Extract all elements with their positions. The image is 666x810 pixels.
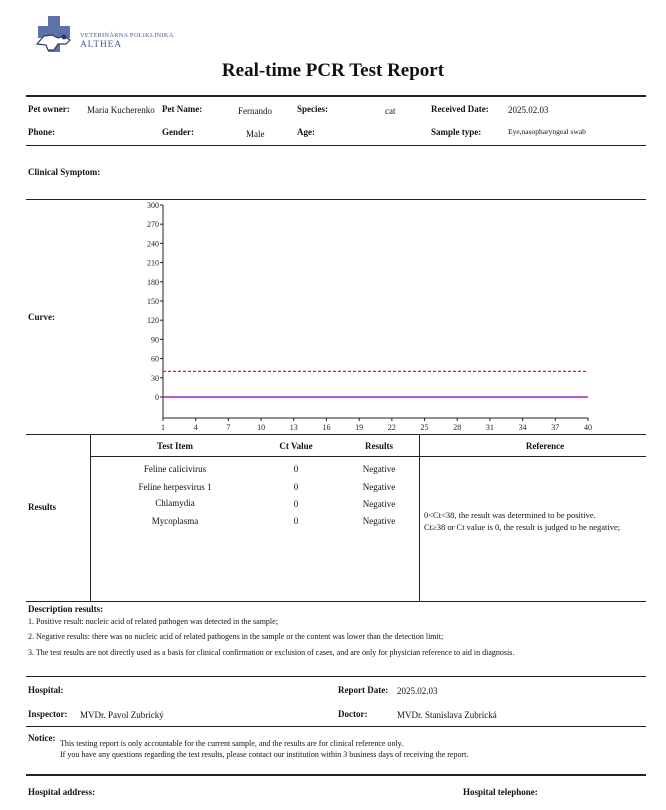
y-tick-label: 300 (147, 201, 159, 210)
y-tick-label: 120 (147, 316, 159, 326)
table-row-item: Feline herpesvirus 1 (138, 482, 212, 492)
hospital-label: Hospital: (28, 685, 64, 695)
clinical-symptom-label: Clinical Symptom: (28, 167, 101, 177)
table-row-ct: 0 (293, 482, 299, 492)
age-label: Age: (297, 127, 315, 137)
y-tick-label: 210 (147, 258, 159, 268)
x-tick-label: 19 (355, 423, 364, 432)
table-row-result: Negative (362, 516, 396, 526)
x-tick-label: 4 (193, 423, 198, 432)
x-tick-label: 37 (551, 423, 560, 432)
x-tick-label: 22 (387, 423, 396, 432)
table-row-ct: 0 (293, 516, 299, 526)
table-row-item: Feline calicivirus (143, 464, 207, 474)
y-tick-label: 240 (147, 239, 159, 249)
gender-label: Gender: (162, 127, 194, 137)
report-date-label: Report Date: (338, 685, 389, 695)
results-col-divider (90, 434, 91, 602)
notice-line: If you have any questions regarding the test results, please contact our institution within 3 business days of receiving the report. (60, 750, 469, 759)
y-tick-label: 270 (147, 220, 159, 230)
header-reference: Reference (525, 441, 565, 451)
clinic-brand: ALTHEA (80, 40, 122, 50)
gender-value: Male (246, 129, 265, 139)
y-tick-label: 0 (155, 393, 159, 402)
divider (26, 726, 646, 727)
inspector-value: MVDr. Pavol Zubrický (80, 710, 164, 720)
y-tick-label: 180 (147, 277, 159, 287)
results-header-underline (90, 456, 646, 457)
table-row-ct: 0 (293, 464, 299, 474)
x-tick-label: 40 (584, 423, 592, 432)
y-tick-label: 30 (151, 373, 159, 383)
curve-label: Curve: (28, 312, 55, 322)
sample-type-label: Sample type: (431, 127, 482, 137)
x-tick-label: 34 (518, 423, 527, 432)
description-line: 2. Negative results: there was no nucleic acid of related pathogens in the sample or the content was lower than the detection limit; (28, 632, 444, 641)
doctor-value: MVDr. Stanislava Zubrická (397, 710, 497, 720)
x-tick-label: 7 (226, 423, 231, 432)
pet-owner-label: Pet owner: (28, 104, 70, 114)
x-tick-label: 10 (257, 423, 266, 432)
report-date-value: 2025.02.03 (397, 686, 438, 696)
x-tick-label: 31 (485, 423, 494, 432)
notice-label: Notice: (28, 733, 56, 743)
divider (26, 676, 646, 677)
divider (26, 601, 646, 602)
table-row-item: Chlamydia (155, 498, 195, 508)
pet-owner-value: Maria Kucherenko (87, 105, 155, 115)
hospital-telephone-label: Hospital telephone: (463, 787, 538, 797)
phone-label: Phone: (28, 127, 55, 137)
header-test-item: Test Item (157, 441, 193, 451)
x-tick-label: 25 (420, 423, 429, 432)
x-tick-label: 28 (453, 423, 462, 432)
x-tick-label: 13 (289, 423, 298, 432)
header-ct-value: Ct Value (279, 441, 313, 451)
y-tick-label: 60 (151, 354, 159, 364)
report-title: Real-time PCR Test Report (221, 60, 445, 81)
reference-text (424, 509, 644, 533)
description-label: Description results: (28, 604, 104, 614)
sample-type-value: Eye,nasopharyngeal swab (508, 127, 586, 136)
x-tick-label: 16 (322, 423, 331, 432)
header-results: Results (364, 441, 393, 451)
table-row-item: Mycoplasma (151, 516, 199, 526)
inspector-label: Inspector: (28, 709, 68, 719)
description-line: 3. The test results are not directly used as a basis for clinical confirmation or exclusion of cases, and are only for physician reference to aid in diagnosis. (28, 648, 515, 657)
reference-line-negative: Ct≥38 or Ct value is 0, the result is judged to be negative; (424, 522, 621, 532)
species-value: cat (385, 106, 396, 116)
doctor-label: Doctor: (338, 709, 368, 719)
divider (26, 774, 646, 776)
hospital-address-label: Hospital address: (28, 787, 96, 797)
pet-name-value: Fernando (238, 106, 272, 116)
received-date-label: Received Date: (431, 104, 489, 114)
clinic-name: VETERINÁRNA POLIKLINIKA (80, 32, 174, 39)
table-row-ct: 0 (293, 499, 299, 509)
notice-line: This testing report is only accountable for the current sample, and the results are for clinical reference only. (60, 739, 404, 748)
results-label: Results (28, 502, 57, 512)
y-tick-label: 150 (147, 297, 159, 306)
table-row-result: Negative (362, 464, 396, 474)
species-label: Species: (297, 104, 328, 114)
reference-col-divider (419, 434, 420, 602)
pet-name-label: Pet Name: (162, 104, 203, 114)
y-tick-label: 90 (151, 335, 159, 345)
table-row-result: Negative (362, 482, 396, 492)
description-line: 1. Positive result: nucleic acid of related pathogen was detected in the sample; (28, 617, 278, 626)
divider (26, 434, 646, 435)
reference-line-positive: 0<Ct<38, the result was determined to be positive. (424, 510, 596, 520)
x-tick-label: 1 (161, 423, 165, 432)
received-date-value: 2025.02.03 (508, 105, 549, 115)
table-row-result: Negative (362, 499, 396, 509)
